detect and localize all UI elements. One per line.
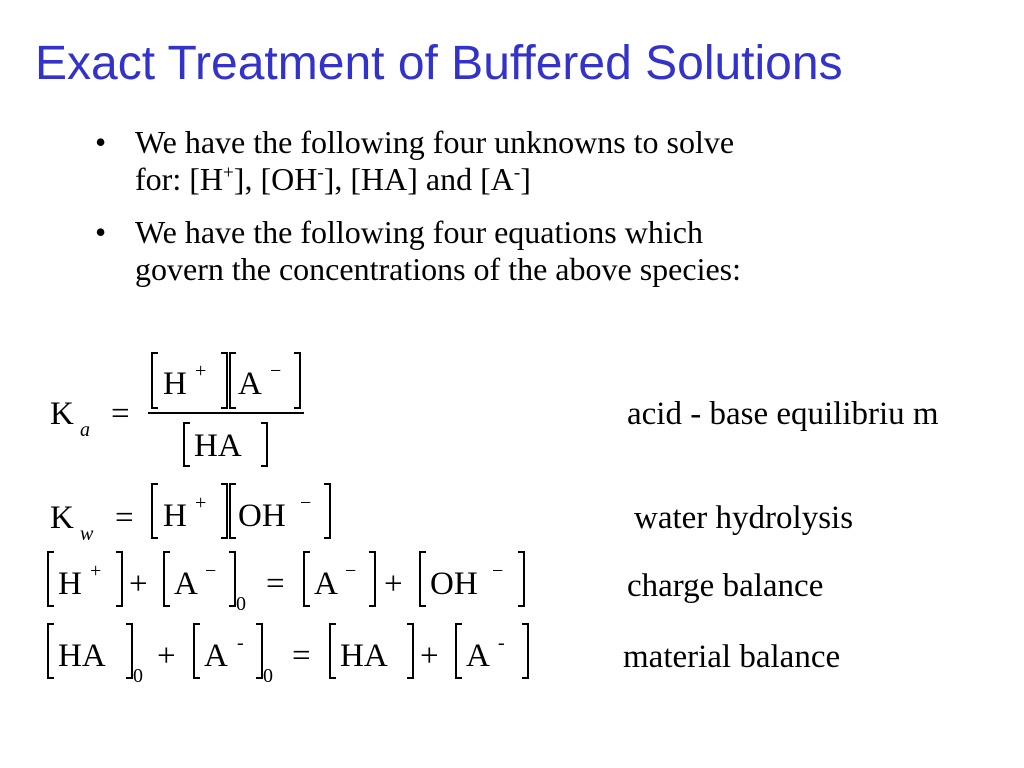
- eq1-h-charge: +: [195, 360, 207, 382]
- eq1-bracket-left: [184, 423, 190, 466]
- eq4-label: material balance: [623, 639, 841, 675]
- eq3-bracket-left: [304, 552, 310, 606]
- eq3-oh: OH: [430, 566, 478, 602]
- eq3-plus2: +: [384, 566, 403, 602]
- eq3-bracket-right: [229, 552, 235, 606]
- bullet-text-line: govern the concentrations of the above species:: [135, 251, 741, 287]
- eq1-ha: HA: [194, 428, 242, 464]
- bullet-text-line: for: [H+], [OH-], [HA] and [A-]: [135, 161, 531, 197]
- eq2-label: water hydrolysis: [634, 500, 854, 536]
- eq1-equals: =: [111, 396, 130, 432]
- eq4-plus: +: [157, 638, 176, 674]
- eq2-oh: OH: [238, 498, 286, 534]
- eq4-a2: A: [466, 638, 490, 674]
- eq2-bracket-right: [324, 484, 330, 538]
- equation-charge: [48, 552, 823, 615]
- bullet-dot-icon: •: [95, 214, 107, 250]
- eq3-h-charge: +: [90, 560, 102, 582]
- eq2-h-charge: +: [195, 492, 207, 514]
- eq1-bracket-right: [261, 423, 267, 466]
- eq2-bracket-right: [221, 484, 227, 538]
- eq4-plus2: +: [420, 638, 439, 674]
- equation-water: [50, 484, 853, 545]
- eq4-equals: =: [292, 638, 311, 674]
- bullet-text-line: We have the following four unknowns to solve: [135, 124, 735, 160]
- eq3-h: H: [58, 566, 82, 602]
- eq1-a: A: [238, 366, 262, 402]
- eq3-equals: =: [266, 566, 285, 602]
- eq1-label: acid - base equilibriu m: [627, 396, 939, 432]
- eq4-bracket-left: [330, 624, 336, 678]
- eq3-bracket-right: [116, 552, 122, 606]
- eq3-a-charge: −: [205, 560, 217, 582]
- eq4-ha2: HA: [340, 638, 388, 674]
- eq3-oh-charge: −: [492, 560, 504, 582]
- eq1-bracket-left: [230, 353, 236, 408]
- eq3-bracket-left: [420, 552, 426, 606]
- eq4-bracket-right: [522, 624, 528, 678]
- equation-material: [48, 624, 840, 687]
- eq4-bracket-right: [256, 624, 262, 678]
- eq2-h: H: [163, 498, 187, 534]
- eq4-zero-subscript: 0: [133, 665, 143, 687]
- eq1-bracket-right: [294, 353, 300, 408]
- eq4-a: A: [204, 638, 228, 674]
- eq3-bracket-right: [518, 552, 524, 606]
- eq2-k-subscript: w: [80, 523, 94, 545]
- eq4-zero-subscript: 0: [263, 665, 273, 687]
- eq3-a: A: [174, 566, 198, 602]
- eq4-bracket-right: [126, 624, 132, 678]
- eq1-bracket-left: [152, 353, 158, 408]
- eq4-a-charge: -: [237, 632, 244, 654]
- eq2-oh-charge: −: [300, 492, 312, 514]
- eq4-bracket-right: [407, 624, 413, 678]
- eq3-bracket-left: [48, 552, 54, 606]
- eq4-bracket-left: [194, 624, 200, 678]
- eq1-h: H: [163, 366, 187, 402]
- eq4-bracket-left: [48, 624, 54, 678]
- eq2-bracket-left: [230, 484, 236, 538]
- eq3-label: charge balance: [627, 568, 824, 604]
- eq3-zero-subscript: 0: [236, 593, 246, 615]
- eq3-a2: A: [314, 566, 338, 602]
- equation-acid-base: [50, 353, 939, 466]
- eq1-k-symbol: K: [50, 396, 74, 432]
- eq3-bracket-right: [369, 552, 375, 606]
- eq2-k-symbol: K: [50, 500, 74, 536]
- bullet-text-line: We have the following four equations which: [135, 214, 703, 250]
- eq2-equals: =: [115, 500, 134, 536]
- eq3-a2-charge: −: [345, 560, 357, 582]
- eq1-k-subscript: a: [80, 419, 90, 441]
- eq4-bracket-left: [456, 624, 462, 678]
- eq3-bracket-left: [164, 552, 170, 606]
- eq1-bracket-right: [221, 353, 227, 408]
- eq4-a2-charge: -: [498, 632, 505, 654]
- eq1-a-charge: −: [270, 360, 282, 382]
- eq2-bracket-left: [152, 484, 158, 538]
- slide-title: Exact Treatment of Buffered Solutions: [35, 37, 843, 90]
- bullet-dot-icon: •: [95, 124, 107, 160]
- eq3-plus: +: [129, 566, 148, 602]
- eq4-ha: HA: [58, 638, 106, 674]
